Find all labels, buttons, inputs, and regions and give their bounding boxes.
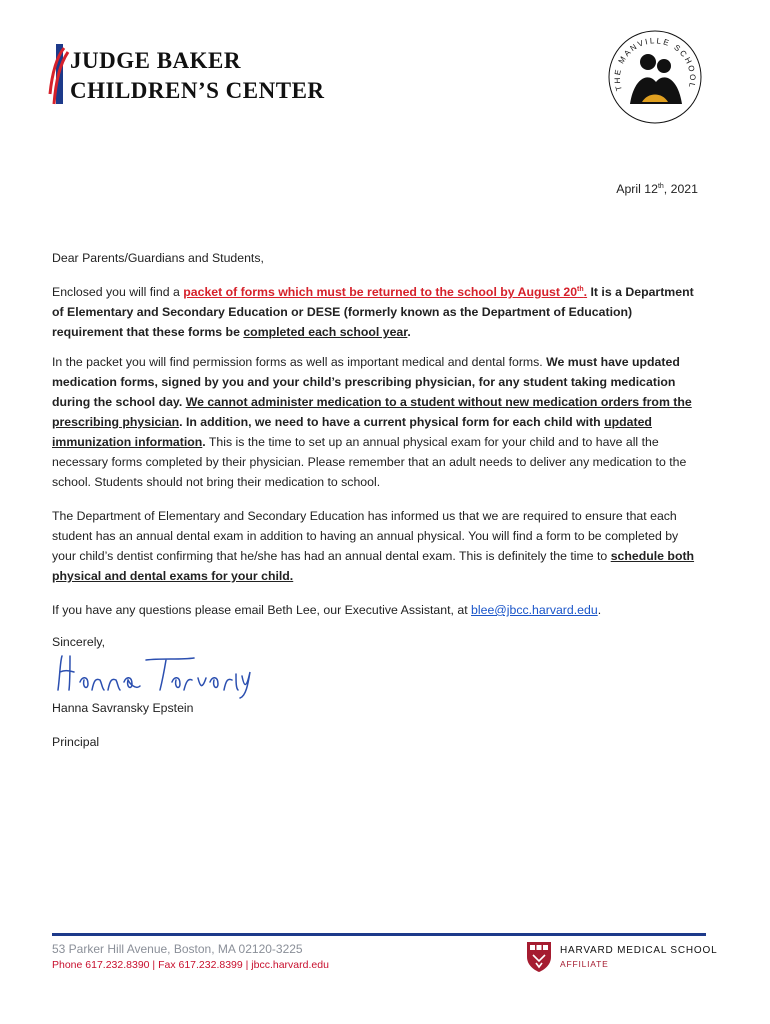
letter-date: April 12th, 2021 [616, 182, 698, 196]
paragraph-1: Enclosed you will find a packet of forms which must be returned to the school by August 20th. It is a Department of Elementary and Secondary Education or DESE (formerly known as the Department of Education) requirement that these forms be completed each school year. [52, 285, 694, 340]
signature-drawing [52, 650, 252, 700]
affiliate-line-2: AFFILIATE [560, 959, 609, 969]
footer-contact: Phone 617.232.8390 | Fax 617.232.8399 | jbcc.harvard.edu [52, 959, 329, 971]
paragraph-2: In the packet you will find permission forms as well as important medical and dental forms. We must have updated medication forms, signed by you and your child’s prescribing physician, for any student taking medication during the school day. We cannot administer medication to a student without new medication orders from the prescribing physician. In addition, we need to have a current physical form for each child with updated immunization information. This is the time to set up an annual physical exam for your child and to have all the necessary forms completed by their physician. Please remember that an adult needs to deliver any medication to the school. Students should not bring their medication to school. [52, 355, 692, 489]
closing: Sincerely, [52, 635, 106, 649]
svg-text:THE MANVILLE SCHOOL: THE MANVILLE SCHOOL [612, 36, 698, 92]
manville-school-seal [608, 30, 702, 124]
email-link[interactable]: blee@jbcc.harvard.edu [471, 603, 598, 617]
logo-line-2: CHILDREN’S CENTER [70, 78, 325, 103]
harvard-affiliate-logo [524, 939, 718, 975]
judge-baker-logo [46, 42, 325, 122]
seal-icon [608, 30, 702, 124]
footer-divider [52, 933, 706, 936]
logo-line-1: JUDGE BAKER [70, 48, 241, 73]
salutation: Dear Parents/Guardians and Students, [52, 251, 264, 265]
signer-name: Hanna Savransky Epstein [52, 701, 194, 715]
affiliate-line-1: HARVARD MEDICAL SCHOOL [560, 945, 718, 956]
deadline-notice: packet of forms which must be returned to the school by August 20th. [183, 285, 588, 300]
signer-title: Principal [52, 735, 100, 749]
paragraph-3: The Department of Elementary and Secondary Education has informed us that we are required to ensure that each student has an annual dental exam in addition to having an annual physical. You will find a form to be completed by your child’s dentist confirming that he/she has had an annual dental exam. This is definitely the time to schedule both physical and dental exams for your child. [52, 509, 695, 583]
paragraph-4: If you have any questions please email Beth Lee, our Executive Assistant, at blee@jbcc.harvard.edu. [52, 603, 602, 617]
footer-address: 53 Parker Hill Avenue, Boston, MA 02120-3225 [52, 942, 303, 956]
harvard-shield-icon [526, 941, 552, 973]
